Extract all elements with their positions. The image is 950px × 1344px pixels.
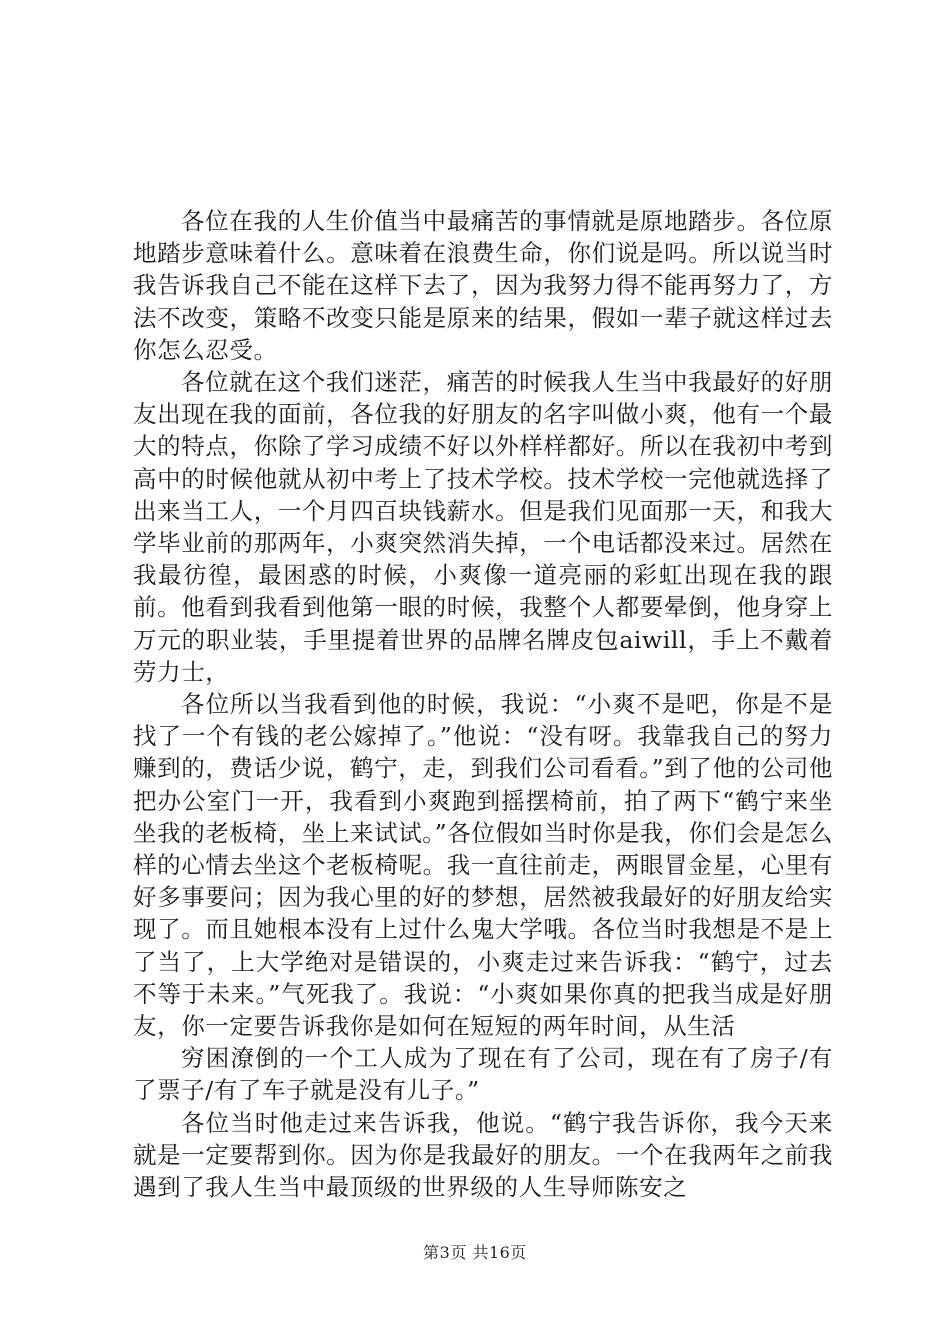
document-body [133, 205, 833, 1203]
paragraph: 穷困潦倒的一个工人成为了现在有了公司，现在有了房子/有了票子/有了车子就是没有儿子。” [133, 1044, 833, 1105]
paragraph: 各位所以当我看到他的时候，我说：“小爽不是吧，你是不是找了一个有钱的老公嫁掉了。”他说：“没有呀。我靠我自己的努力赚到的，费话少说，鹤宁，走，到我们公司看看。”到了他的公司他把办公室门一开，我看到小爽跑到摇摆椅前，拍了两下“鹤宁来坐坐我的老板椅，坐上来试试。”各位假如当时你是我，你们会是怎么样的心情去坐这个老板椅呢。我一直往前走，两眼冒金星，心里有好多事要问；因为我心里的好的梦想，居然被我最好的好朋友给实现了。而且她根本没有上过什么鬼大学哦。各位当时我想是不是上了当了，上大学绝对是错误的，小爽走过来告诉我：“鹤宁，过去不等于未来。”气死我了。我说：“小爽如果你真的把我当成是好朋友，你一定要告诉我你是如何在短短的两年时间，从生活 [133, 690, 833, 1041]
paragraph: 各位在我的人生价值当中最痛苦的事情就是原地踏步。各位原地踏步意味着什么。意味着在浪费生命，你们说是吗。所以说当时我告诉我自己不能在这样下去了，因为我努力得不能再努力了，方法不改变，策略不改变只能是原来的结果，假如一辈子就这样过去你怎么忍受。 [133, 207, 833, 364]
paragraph: 各位当时他走过来告诉我，他说。“鹤宁我告诉你，我今天来就是一定要帮到你。因为你是我最好的朋友。一个在我两年之前我遇到了我人生当中最顶级的世界级的人生导师陈安之 [133, 1108, 833, 1202]
page-number-footer: 第3页 共16页 [423, 1243, 527, 1262]
paragraph: 各位就在这个我们迷茫，痛苦的时候我人生当中我最好的好朋友出现在我的面前，各位我的好朋友的名字叫做小爽，他有一个最大的特点，你除了学习成绩不好以外样样都好。所以在我初中考到高中的时候他就从初中考上了技术学校。技术学校一完他就选择了出来当工人，一个月四百块钱薪水。但是我们见面那一天，和我大学毕业前的那两年，小爽突然消失掉，一个电话都没来过。居然在我最彷徨，最困惑的时候，小爽像一道亮丽的彩虹出现在我的跟前。他看到我看到他第一眼的时候，我整个人都要晕倒，他身穿上万元的职业装，手里提着世界的品牌名牌皮包aiwill，手上不戴着劳力士， [133, 368, 833, 686]
